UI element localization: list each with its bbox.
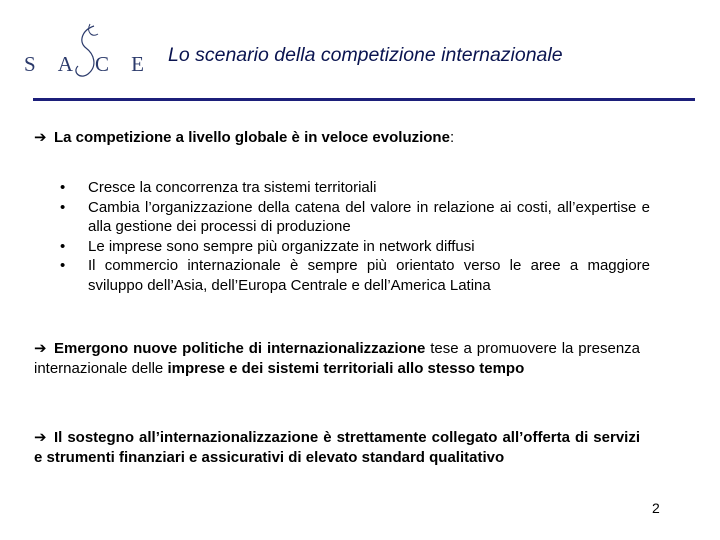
policy-bold-2: imprese e dei sistemi territoriali allo stesso tempo bbox=[167, 360, 525, 377]
intro-point bbox=[34, 128, 454, 146]
bullet-dot-icon: • bbox=[60, 198, 66, 216]
policy-text-2: promuovere la presenza internazionale delle bbox=[34, 340, 641, 377]
bullet-text: Le imprese sono sempre più organizzate in network diffusi bbox=[88, 237, 475, 255]
bullet-text: Cambia l’organizzazione della catena del valore in relazione ai costi, all’expertise e alla gestione dei processi di produzione bbox=[88, 198, 650, 235]
logo-letter: C bbox=[95, 52, 110, 76]
page-title: Lo scenario della competizione internazionale bbox=[168, 44, 563, 66]
support-point bbox=[34, 427, 640, 468]
support-text: Il sostegno all’internazionalizzazione è strettamente collegato all’offerta di servizi e strumenti finanziari e assicurativi di elevato standard qualitativo bbox=[34, 429, 640, 466]
logo-letter: E bbox=[131, 52, 144, 76]
policy-bold-1: Emergono nuove politiche di internazionalizzazione bbox=[54, 340, 426, 357]
bullet-list bbox=[60, 178, 650, 295]
logo-letters bbox=[24, 52, 144, 77]
logo-letter: A bbox=[57, 52, 73, 76]
policy-text-1: tese a bbox=[425, 340, 477, 357]
list-item bbox=[60, 178, 650, 198]
list-item bbox=[60, 237, 650, 257]
sace-logo bbox=[24, 22, 144, 80]
list-item bbox=[60, 198, 650, 237]
policy-point bbox=[34, 338, 640, 379]
logo-letter: S bbox=[24, 52, 36, 76]
title-divider bbox=[33, 98, 695, 101]
bullet-text: Il commercio internazionale è sempre più orientato verso le aree a maggiore sviluppo dell’Asia, dell’Europa Centrale e dell’America Latina bbox=[88, 257, 650, 294]
bullet-dot-icon: • bbox=[60, 237, 66, 255]
page-number: 2 bbox=[652, 500, 660, 516]
bullet-dot-icon: • bbox=[60, 179, 66, 196]
intro-suffix: : bbox=[449, 129, 455, 146]
right-arrow-icon: ➔ bbox=[34, 428, 47, 446]
bullet-text: Cresce la concorrenza tra sistemi territoriali bbox=[88, 179, 377, 196]
list-item bbox=[60, 256, 650, 295]
right-arrow-icon: ➔ bbox=[34, 128, 47, 146]
intro-bold-text: La competizione a livello globale è in veloce evoluzione bbox=[54, 129, 450, 146]
right-arrow-icon: ➔ bbox=[34, 339, 47, 357]
bullet-dot-icon: • bbox=[60, 257, 66, 274]
